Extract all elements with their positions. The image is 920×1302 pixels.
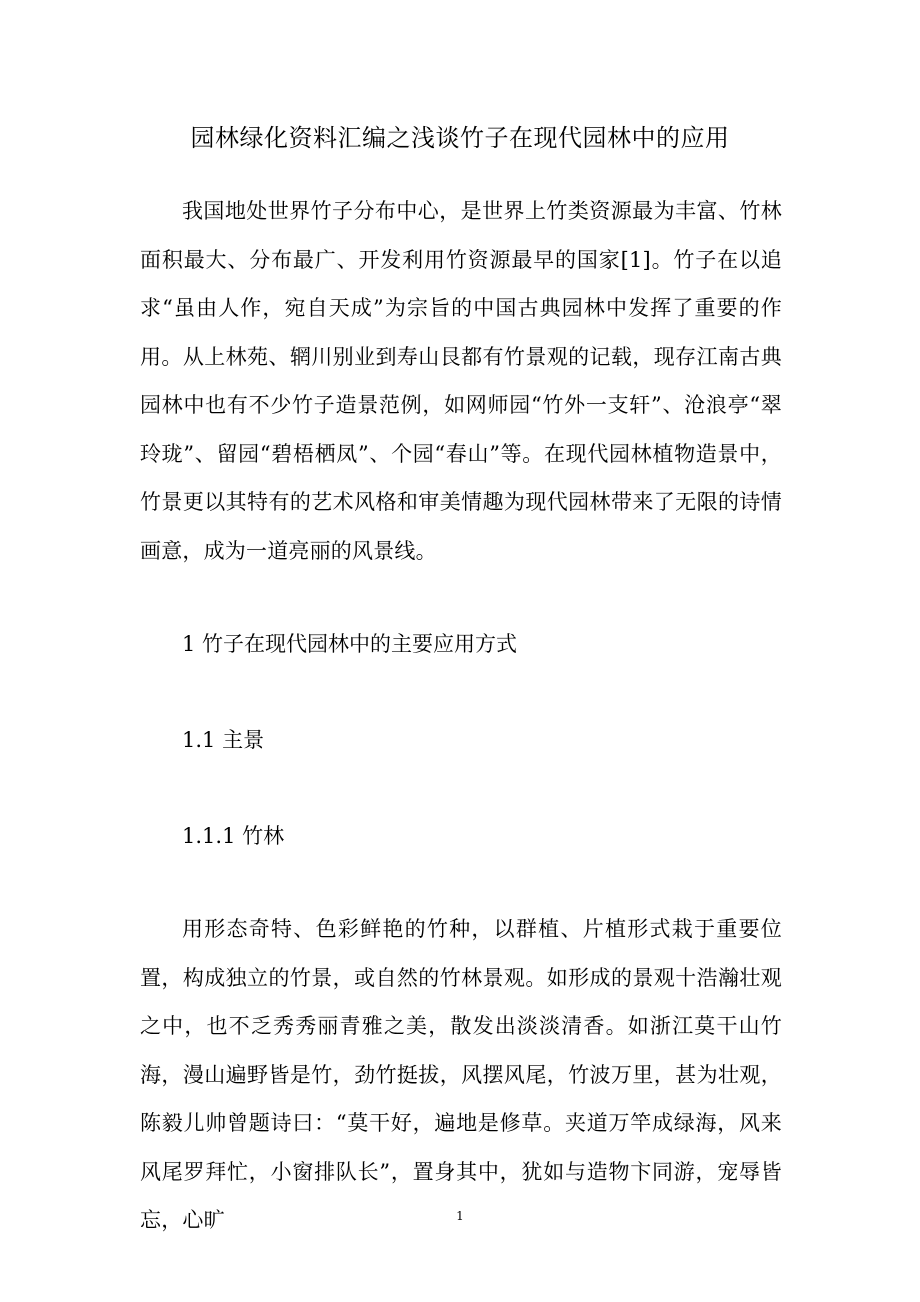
document-title: 园林绿化资料汇编之浅谈竹子在现代园林中的应用 <box>190 124 730 152</box>
section-heading-1-1-1: 1.1.1 竹林 <box>182 824 285 848</box>
intro-paragraph: 我国地处世界竹子分布中心，是世界上竹类资源最为丰富、竹林面积最大、分布最广、开发利用竹资源最早的国家[1]。竹子在以追求“虽由人作，宛自天成”为宗旨的中国古典园林中发挥了重要的作用。从上林苑、辋川别业到寿山艮都有竹景观的记载，现存江南古典园林中也有不少竹子造景范例，如网师园“竹外一支轩”、沧浪亭“翠玲珑”、留园“碧梧栖凤”、个园“春山”等。在现代园林植物造景中，竹景更以其特有的艺术风格和审美情趣为现代园林带来了无限的诗情画意，成为一道亮丽的风景线。 <box>140 199 782 563</box>
section-heading-1-1: 1.1 主景 <box>182 728 265 752</box>
bamboo-forest-paragraph: 用形态奇特、色彩鲜艳的竹种，以群植、片植形式栽于重要位置，构成独立的竹景，或自然的竹林景观。如形成的景观十浩瀚壮观之中，也不乏秀秀丽青雅之美，散发出淡淡清香。如浙江莫干山竹海，漫山遍野皆是竹，劲竹挺拔，风摆风尾，竹波万里，甚为壮观，陈毅儿帅曾题诗曰：“莫干好，遍地是修草。夹道万竿成绿海，风来风尾罗拜忙，小窗排队长”，置身其中，犹如与造物卞同游，宠辱皆忘，心旷 <box>140 917 782 1232</box>
page-number: 1 <box>456 1209 464 1223</box>
section-heading-1: 1 竹子在现代园林中的主要应用方式 <box>182 632 518 656</box>
